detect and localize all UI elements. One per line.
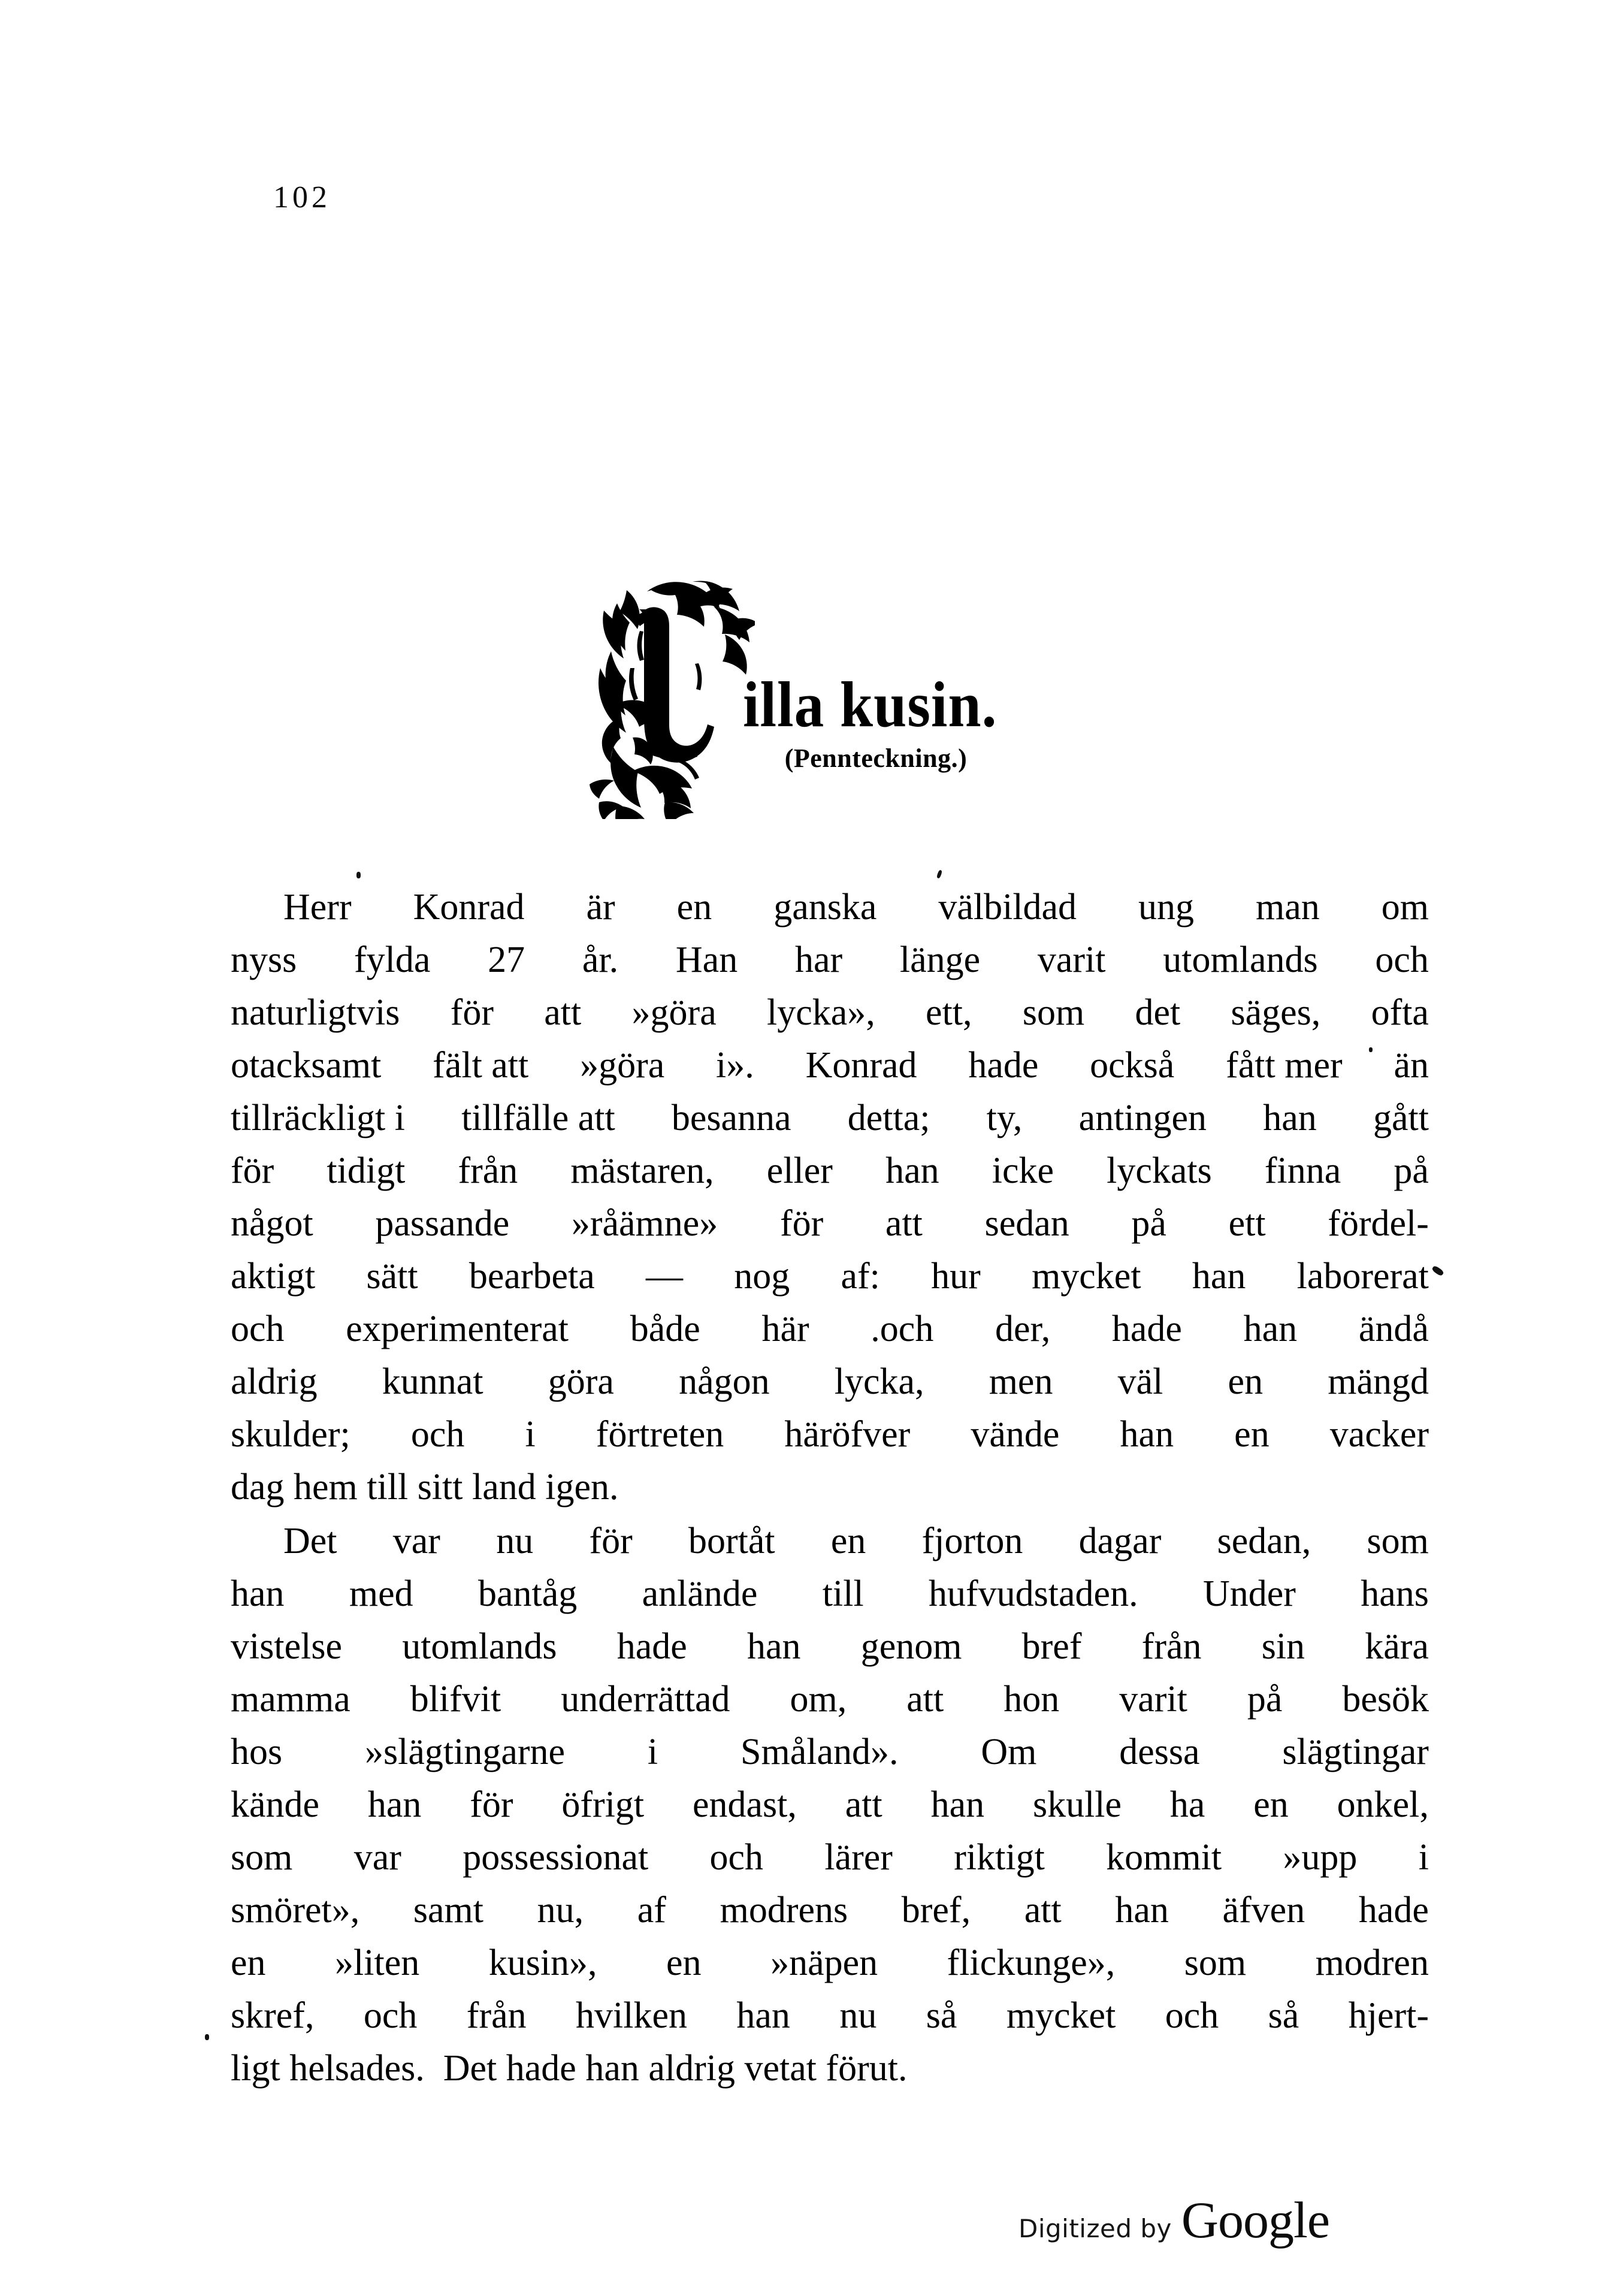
watermark-lead-text: Digitized by — [1018, 2214, 1172, 2243]
body-text — [231, 881, 1429, 2095]
text-line: Det var nu för bortåt en fjorton dagar sedan, som — [283, 1521, 1429, 1561]
text-line: han med bantåg anlände till hufvudstaden. Under hans — [231, 1573, 1429, 1614]
text-line: en »liten kusin», en »näpen flickunge», som modren — [231, 1942, 1429, 1983]
chapter-heading — [0, 572, 1602, 770]
text-line: skulder; och i förtreten häröfver vände han en vacker — [231, 1414, 1429, 1455]
paragraph — [231, 1515, 1429, 2095]
scan-artifact — [1369, 1047, 1373, 1052]
paragraph — [231, 881, 1429, 1513]
chapter-title-text: illa kusin. — [743, 669, 998, 741]
text-line: hos »slägtingarne i Småland». Om dessa slägtingar — [231, 1732, 1429, 1772]
text-line: som var possessionat och lärer riktigt kommit »upp i — [231, 1837, 1429, 1878]
ornamental-initial-L-icon — [575, 567, 755, 819]
text-line: för tidigt från mästaren, eller han icke lyckats finna på — [231, 1150, 1429, 1191]
text-line: mamma blifvit underrättad om, att hon varit på besök — [231, 1679, 1429, 1720]
text-line: vistelse utomlands hade han genom bref från sin kära — [231, 1626, 1429, 1667]
digitization-watermark — [1018, 2190, 1329, 2250]
text-line: skref, och från hvilken han nu så mycket och så hjert- — [231, 1995, 1429, 2036]
text-line: aktigt sätt bearbeta — nog af: hur mycket han laborerat — [231, 1256, 1429, 1297]
text-line: tillräckligt i tillfälle att besanna detta; ty, antingen han gått — [231, 1098, 1429, 1138]
scan-artifact — [936, 869, 942, 878]
text-line: naturligtvis för att »göra lycka», ett, som det säges, ofta — [231, 992, 1429, 1033]
text-line: nyss fylda 27 år. Han har länge varit utomlands och — [231, 939, 1429, 980]
scan-artifact — [356, 872, 361, 878]
text-line: något passande »råämne» för att sedan på ett fördel- — [231, 1203, 1429, 1244]
text-line: otacksamt fält att »göra i». Konrad hade också fått mer än — [231, 1045, 1429, 1086]
text-line: Herr Konrad är en ganska välbildad ung man om — [283, 887, 1429, 928]
chapter-title-row — [582, 572, 1019, 770]
google-logo: Google — [1181, 2191, 1330, 2249]
text-line: och experimenterat både här .och der, hade han ändå — [231, 1309, 1429, 1349]
scan-artifact — [1431, 1265, 1444, 1277]
text-line: smöret», samt nu, af modrens bref, att han äfven hade — [231, 1890, 1429, 1931]
page-number: 102 — [273, 180, 331, 215]
chapter-subtitle: (Pennteckning.) — [784, 744, 968, 773]
text-line: ligt helsades. Det hade han aldrig vetat förut. — [231, 2048, 908, 2089]
scan-artifact — [205, 2034, 209, 2040]
text-line: aldrig kunnat göra någon lycka, men väl en mängd — [231, 1361, 1429, 1402]
text-line: dag hem till sitt land igen. — [231, 1467, 619, 1507]
text-line: kände han för öfrigt endast, att han skulle ha en onkel, — [231, 1784, 1429, 1825]
